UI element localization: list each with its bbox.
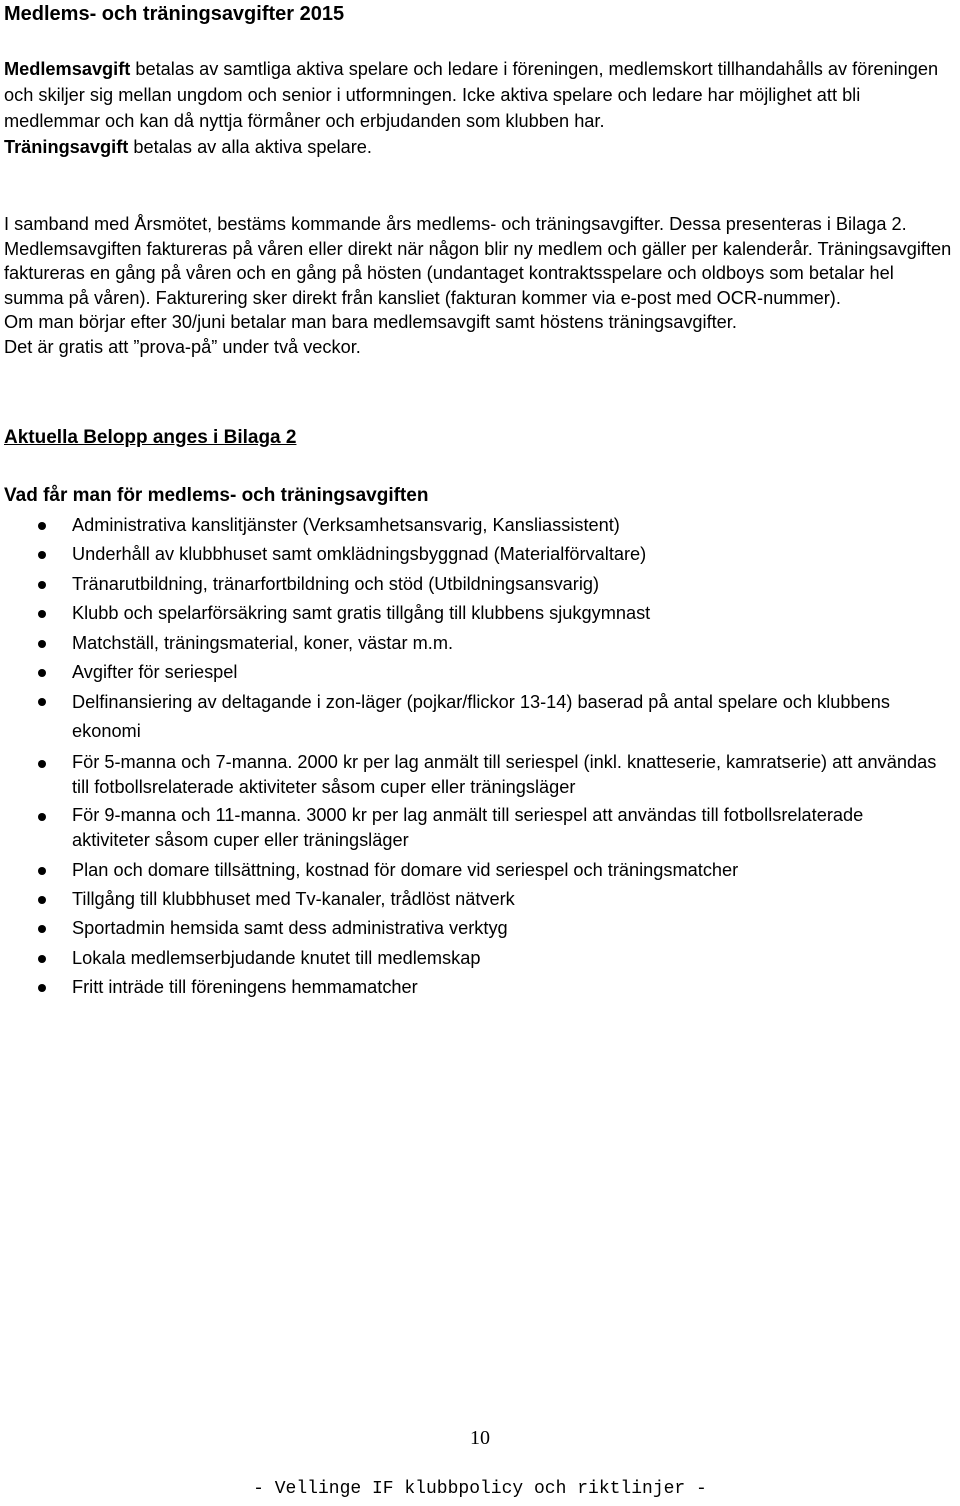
list-item [0, 974, 944, 1000]
bullet-icon [38, 955, 46, 963]
bullet-icon [38, 610, 46, 618]
list-item-text: Plan och domare tillsättning, kostnad för domare vid seriespel och träningsmatcher [72, 859, 739, 880]
page-number: 10 [470, 1427, 490, 1449]
heading-what-you-get: Vad får man för medlems- och träningsavgiften [4, 485, 429, 506]
list-item [0, 541, 944, 567]
list-item-text: Sportadmin hemsida samt dess administrativa verktyg [72, 918, 508, 939]
trial-text: Det är gratis att ”prova-på” under två veckor. [4, 336, 361, 357]
list-item [0, 915, 944, 941]
paragraph-fees-intro [4, 56, 956, 160]
heading-current-amounts: Aktuella Belopp anges i Bilaga 2 [4, 427, 297, 448]
bullet-icon [38, 867, 46, 875]
list-item-text: Lokala medlemserbjudande knutet till medlemskap [72, 947, 481, 968]
page-title: Medlems- och träningsavgifter 2015 [4, 3, 345, 25]
list-item [0, 857, 944, 883]
annual-meeting-text: I samband med Årsmötet, bestäms kommande års medlems- och träningsavgifter. Dessa presenteras i Bilaga 2. Medlemsavgiften faktureras på våren eller direkt när någon blir ny medlem och gäller per kalenderår. Träningsavgiften faktureras en gång på våren och en gång på hösten (undantaget kontraktsspelare och oldboys som betalar hel summa på våren). Fakturering sker direkt från kansliet (fakturan kommer via e-post med OCR-nummer). [4, 214, 952, 308]
list-item-text: Administrativa kanslitjänster (Verksamhetsansvarig, Kansliassistent) [72, 515, 620, 535]
list-item [0, 750, 944, 800]
list-item-text: Underhåll av klubbhuset samt omklädningsbyggnad (Materialförvaltare) [72, 544, 647, 565]
list-item [0, 688, 944, 746]
list-item [0, 945, 944, 971]
term-membership-fee: Medlemsavgift [4, 59, 131, 79]
list-item-text: För 9-manna och 11-manna. 3000 kr per lag anmält till seriespel att användas till fotbollsrelaterade aktiviteter såsom cuper eller träningsläger [72, 805, 864, 851]
list-item [0, 571, 944, 597]
bullet-icon [38, 640, 46, 648]
list-item-text: Tillgång till klubbhuset med Tv-kanaler, trådlöst nätverk [72, 888, 515, 909]
list-item-text: Delfinansiering av deltagande i zon-läger (pojkar/flickor 13-14) baserad på antal spelare och klubbens ekonomi [72, 692, 890, 742]
bullet-icon [38, 925, 46, 933]
list-item-text: Klubb och spelarförsäkring samt gratis tillgång till klubbens sjukgymnast [72, 603, 651, 624]
training-fee-text: betalas av alla aktiva spelare. [128, 137, 372, 157]
list-item [0, 803, 944, 853]
bullet-icon [38, 522, 46, 530]
list-item-text: Fritt inträde till föreningens hemmamatcher [72, 977, 418, 998]
bullet-icon [38, 984, 46, 992]
list-item [0, 659, 944, 685]
bullet-icon [38, 698, 46, 706]
bullet-icon [38, 760, 46, 768]
bullet-icon [38, 581, 46, 589]
list-item-text: Avgifter för seriespel [72, 661, 238, 682]
list-item [0, 600, 944, 626]
list-item-text: Matchställ, träningsmaterial, koner, västar m.m. [72, 632, 454, 653]
paragraph-annual-meeting [4, 212, 956, 359]
after-june-text: Om man börjar efter 30/juni betalar man bara medlemsavgift samt höstens träningsavgifter. [4, 312, 737, 332]
list-item [0, 630, 944, 656]
list-item [0, 512, 944, 538]
list-item-text: Tränarutbildning, tränarfortbildning och stöd (Utbildningsansvarig) [72, 573, 600, 594]
list-item-text: För 5-manna och 7-manna. 2000 kr per lag anmält till seriespel (inkl. knatteserie, kamratserie) att användas till fotbollsrelaterade aktiviteter såsom cuper eller träningsläger [72, 751, 937, 797]
bullet-icon [38, 896, 46, 904]
membership-fee-text: betalas av samtliga aktiva spelare och ledare i föreningen, medlemskort tillhandahålls av föreningen och skiljer sig mellan ungdom och senior i utformningen. Icke aktiva spelare och ledare har möjlighet att bli medlemmar och kan då nyttja förmåner och erbjudanden som klubben har. [4, 59, 939, 131]
benefits-list [0, 512, 960, 1003]
term-training-fee: Träningsavgift [4, 137, 129, 157]
bullet-icon [38, 813, 46, 821]
bullet-icon [38, 669, 46, 677]
page-footer: - Vellinge IF klubbpolicy och riktlinjer - [253, 1479, 707, 1499]
bullet-icon [38, 551, 46, 559]
list-item [0, 886, 944, 912]
